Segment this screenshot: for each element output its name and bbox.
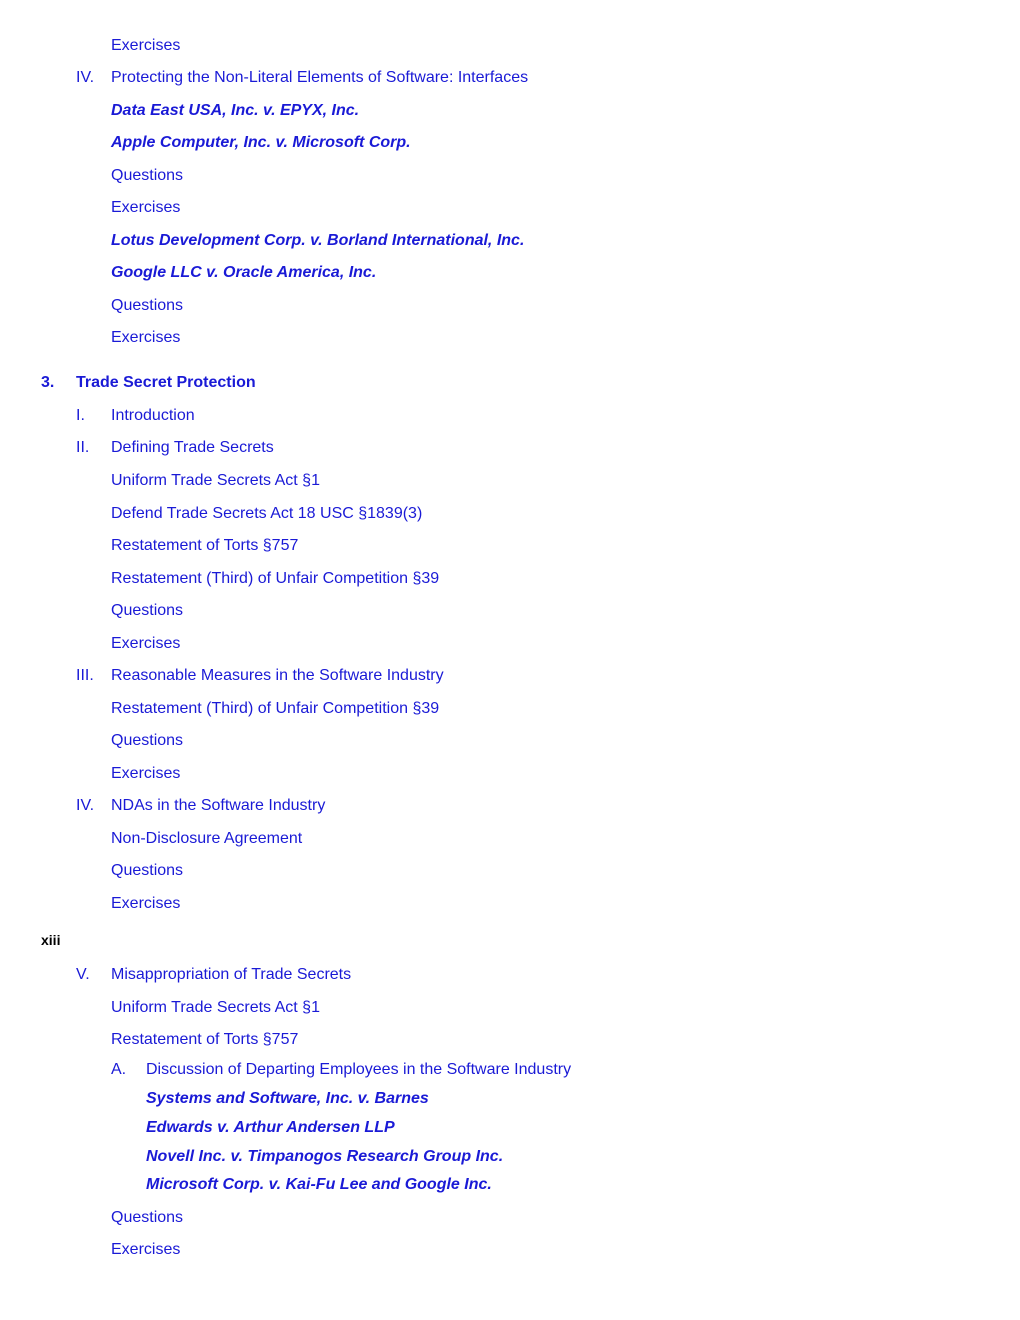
toc-section-number: I. [76, 407, 85, 424]
toc-link-restatement-unfair[interactable]: Restatement (Third) of Unfair Competition §39 [111, 700, 440, 717]
toc-link-exercises[interactable]: Exercises [111, 765, 181, 782]
toc-link-chapter-trade-secret[interactable]: Trade Secret Protection [76, 374, 256, 391]
toc-link-section-introduction[interactable]: Introduction [111, 407, 195, 424]
toc-link-case-apple[interactable]: Apple Computer, Inc. v. Microsoft Corp. [111, 134, 411, 151]
toc-section-number: IV. [76, 797, 95, 814]
page-number: xiii [41, 932, 61, 948]
toc-link-restatement-torts[interactable]: Restatement of Torts §757 [111, 1031, 299, 1048]
toc-link-restatement-unfair[interactable]: Restatement (Third) of Unfair Competition §39 [111, 570, 440, 587]
toc-link-questions[interactable]: Questions [111, 602, 184, 619]
toc-link-section-misappropriation[interactable]: Misappropriation of Trade Secrets [111, 966, 352, 983]
toc-link-exercises[interactable]: Exercises [111, 1241, 181, 1258]
toc-link-questions[interactable]: Questions [111, 1209, 184, 1226]
toc-link-exercises[interactable]: Exercises [111, 37, 181, 54]
toc-link-case-microsoft[interactable]: Microsoft Corp. v. Kai-Fu Lee and Google Inc. [146, 1176, 492, 1193]
toc-link-section-ndas[interactable]: NDAs in the Software Industry [111, 797, 326, 814]
toc-link-questions[interactable]: Questions [111, 167, 184, 184]
toc-link-case-edwards[interactable]: Edwards v. Arthur Andersen LLP [146, 1119, 395, 1136]
toc-link-case-novell[interactable]: Novell Inc. v. Timpanogos Research Group Inc. [146, 1148, 504, 1165]
toc-link-questions[interactable]: Questions [111, 297, 184, 314]
toc-link-exercises[interactable]: Exercises [111, 329, 181, 346]
toc-link-section-reasonable-measures[interactable]: Reasonable Measures in the Software Industry [111, 667, 444, 684]
toc-link-case-lotus[interactable]: Lotus Development Corp. v. Borland International, Inc. [111, 232, 525, 249]
toc-link-case-systems-software[interactable]: Systems and Software, Inc. v. Barnes [146, 1090, 429, 1107]
toc-link-restatement-torts[interactable]: Restatement of Torts §757 [111, 537, 299, 554]
toc-link-nda[interactable]: Non-Disclosure Agreement [111, 830, 303, 847]
toc-link-case-data-east[interactable]: Data East USA, Inc. v. EPYX, Inc. [111, 102, 360, 119]
toc-link-exercises[interactable]: Exercises [111, 199, 181, 216]
toc-link-exercises[interactable]: Exercises [111, 895, 181, 912]
toc-link-case-google[interactable]: Google LLC v. Oracle America, Inc. [111, 264, 377, 281]
toc-section-number: V. [76, 966, 90, 983]
toc-link-subsection-departing-employees[interactable]: Discussion of Departing Employees in the Software Industry [146, 1061, 572, 1078]
toc-chapter-number: 3. [41, 374, 55, 391]
toc-link-section-interfaces[interactable]: Protecting the Non-Literal Elements of Software: Interfaces [111, 69, 529, 86]
toc-section-number: IV. [76, 69, 95, 86]
toc-link-questions[interactable]: Questions [111, 862, 184, 879]
toc-section-number: II. [76, 439, 90, 456]
toc-link-utsa[interactable]: Uniform Trade Secrets Act §1 [111, 999, 320, 1016]
toc-link-utsa[interactable]: Uniform Trade Secrets Act §1 [111, 472, 320, 489]
toc-link-section-defining[interactable]: Defining Trade Secrets [111, 439, 274, 456]
toc-section-number: III. [76, 667, 94, 684]
toc-link-exercises[interactable]: Exercises [111, 635, 181, 652]
toc-link-questions[interactable]: Questions [111, 732, 184, 749]
toc-subsection-number: A. [111, 1061, 127, 1078]
toc-link-dtsa[interactable]: Defend Trade Secrets Act 18 USC §1839(3) [111, 505, 423, 522]
